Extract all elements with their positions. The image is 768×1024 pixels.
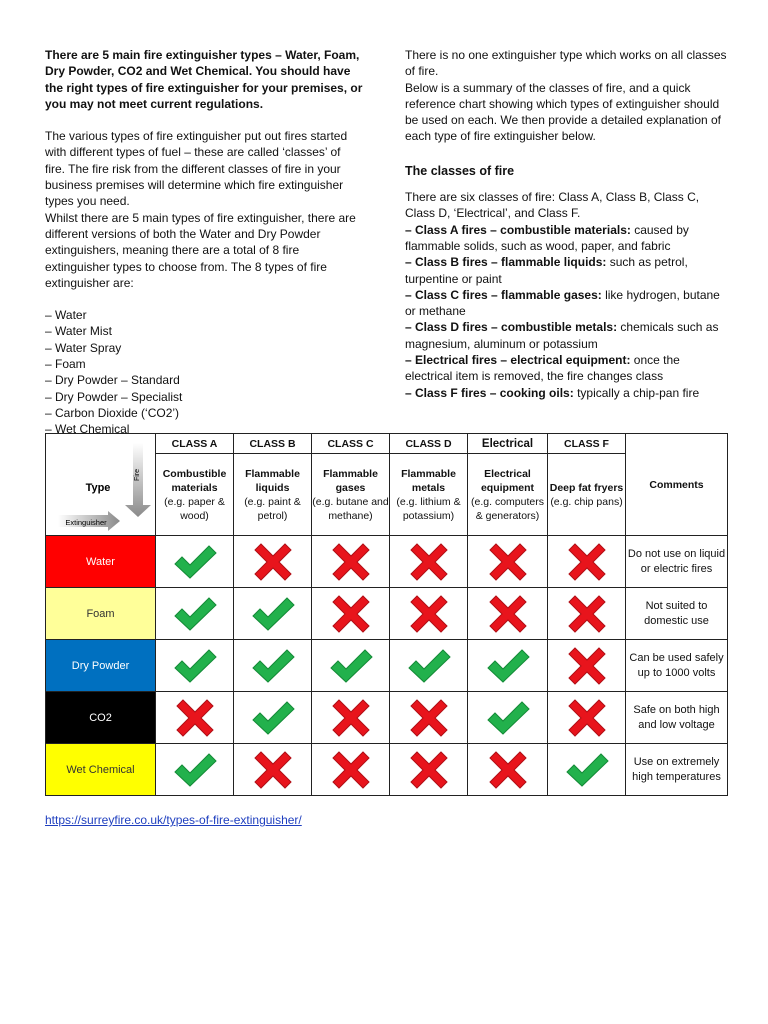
class-item-title: – Class D fires – combustible metals: [405, 320, 618, 335]
unsuitable-cell [390, 588, 468, 640]
suitable-cell [156, 744, 234, 796]
col-title: Flammable gases [323, 467, 378, 494]
class-item-desc: chemicals such as magnesium, aluminum or potassium [405, 320, 719, 351]
class-item-desc: typically a chip-pan fire [573, 385, 700, 400]
list-item: – Carbon Dioxide (‘CO2’) [45, 405, 180, 420]
cross-icon [489, 595, 527, 633]
class-item-desc: once the electrical item is removed, the fire changes class [405, 353, 680, 384]
source-link[interactable]: https://surreyfire.co.uk/types-of-fire-extinguisher/ [45, 813, 302, 827]
class-b-header: CLASS B [234, 434, 312, 454]
row-label: Wet Chemical [46, 744, 156, 796]
suitable-cell [468, 640, 548, 692]
col-example: (e.g. paint & petrol) [244, 495, 301, 522]
check-icon [251, 648, 295, 684]
list-item: – Wet Chemical [45, 422, 130, 437]
class-item-title: – Class B fires – flammable liquids: [405, 255, 607, 270]
suitable-cell [234, 588, 312, 640]
class-f-header: CLASS F [548, 434, 626, 454]
class-item-title: – Class F fires – cooking oils: [405, 385, 574, 400]
check-icon [173, 596, 217, 632]
row-comment: Safe on both high and low voltage [626, 692, 728, 744]
check-icon [565, 752, 609, 788]
cross-icon [332, 595, 370, 633]
cross-icon [410, 543, 448, 581]
unsuitable-cell [312, 692, 390, 744]
chart-rows [46, 536, 728, 796]
check-icon [173, 544, 217, 580]
class-item-desc: caused by flammable solids, such as wood, paper, and fabric [405, 222, 689, 253]
type-label: Type [85, 481, 111, 494]
electrical-header: Electrical [468, 434, 548, 454]
unsuitable-cell [312, 588, 390, 640]
electrical-desc [468, 454, 548, 536]
class-item-desc: like hydrogen, butane or methane [405, 287, 720, 319]
class-item [405, 254, 727, 287]
class-a-header: CLASS A [156, 434, 234, 454]
unsuitable-cell [156, 692, 234, 744]
cross-icon [489, 543, 527, 581]
class-c-header: CLASS C [312, 434, 390, 454]
suitable-cell [312, 640, 390, 692]
col-title: Electrical equipment [480, 467, 535, 494]
list-item: – Water [45, 308, 87, 323]
table-row [46, 588, 728, 640]
class-item-title: – Electrical fires – electrical equipment: [405, 353, 631, 368]
class-item [405, 222, 727, 255]
class-d-desc [390, 454, 468, 536]
unsuitable-cell [312, 536, 390, 588]
class-list [405, 222, 727, 401]
suitable-cell [468, 692, 548, 744]
no-single-type-paragraph: There is no one extinguisher type which works on all classes of fire. [405, 48, 727, 79]
unsuitable-cell [468, 536, 548, 588]
cross-icon [489, 751, 527, 789]
check-icon [486, 648, 530, 684]
suitable-cell [156, 588, 234, 640]
unsuitable-cell [548, 640, 626, 692]
class-item [405, 287, 727, 320]
col-title: Flammable metals [401, 467, 456, 494]
class-item-title: – Class C fires – flammable gases: [405, 287, 602, 302]
check-icon [173, 752, 217, 788]
cross-icon [332, 699, 370, 737]
row-comment: Do not use on liquid or electric fires [626, 536, 728, 588]
type-header-cell [46, 434, 156, 536]
check-icon [173, 648, 217, 684]
col-title: Combustible materials [162, 467, 227, 494]
unsuitable-cell [468, 744, 548, 796]
col-example: (e.g. butane and methane) [312, 495, 389, 522]
extinguisher-chart [45, 433, 728, 796]
type-header-graphic [46, 435, 155, 535]
cross-icon [254, 751, 292, 789]
types-paragraph: Whilst there are 5 main types of fire extinguisher, there are different versions of both the Water and Dry Powder extinguishers, meaning there are a total of 8 fire extinguisher types to choose from. The 8 types of fire extinguisher are: [45, 210, 356, 290]
col-example: (e.g. lithium & potassium) [396, 495, 461, 522]
cross-icon [568, 699, 606, 737]
row-comment: Not suited to domestic use [626, 588, 728, 640]
col-example: (e.g. computers & generators) [471, 495, 544, 522]
class-d-header: CLASS D [390, 434, 468, 454]
row-comment: Can be used safely up to 1000 volts [626, 640, 728, 692]
extinguisher-label: Extinguisher [65, 517, 107, 527]
unsuitable-cell [390, 744, 468, 796]
cross-icon [410, 699, 448, 737]
col-title: Deep fat fryers [549, 481, 624, 494]
suitable-cell [156, 536, 234, 588]
class-item [405, 385, 727, 401]
table-row [46, 640, 728, 692]
classes-paragraph: The various types of fire extinguisher put out fires started with different types of fuel – these are called ‘classes’ of fire. The fire risk from the different classes of fire in your business premises will determine which fire extinguisher types you need. [45, 129, 348, 209]
check-icon [251, 700, 295, 736]
list-item: – Dry Powder – Specialist [45, 389, 183, 404]
suitable-cell [156, 640, 234, 692]
unsuitable-cell [390, 536, 468, 588]
classes-heading: The classes of fire [405, 163, 515, 178]
comments-header: Comments [626, 434, 728, 536]
check-icon [329, 648, 373, 684]
suitable-cell [234, 692, 312, 744]
unsuitable-cell [390, 692, 468, 744]
suitable-cell [548, 744, 626, 796]
row-comment: Use on extremely high temperatures [626, 744, 728, 796]
class-b-desc [234, 454, 312, 536]
row-label: Water [46, 536, 156, 588]
cross-icon [176, 699, 214, 737]
unsuitable-cell [548, 692, 626, 744]
check-icon [251, 596, 295, 632]
list-item: – Water Spray [45, 340, 122, 355]
suitable-cell [390, 640, 468, 692]
unsuitable-cell [548, 588, 626, 640]
class-f-desc [548, 454, 626, 536]
summary-paragraph: Below is a summary of the classes of fire, and a quick reference chart showing which types of extinguisher should be used on each. We then provide a detailed explanation of each type of fire extinguisher below. [405, 80, 722, 144]
cross-icon [568, 595, 606, 633]
list-item: – Foam [45, 357, 86, 372]
row-label: CO2 [46, 692, 156, 744]
cross-icon [568, 647, 606, 685]
class-c-desc [312, 454, 390, 536]
class-item-desc: such as petrol, turpentine or paint [405, 255, 688, 286]
cross-icon [254, 543, 292, 581]
unsuitable-cell [234, 744, 312, 796]
cross-icon [568, 543, 606, 581]
class-item-title: – Class A fires – combustible materials: [405, 222, 631, 237]
col-example: (e.g. paper & wood) [164, 495, 225, 522]
unsuitable-cell [548, 536, 626, 588]
unsuitable-cell [312, 744, 390, 796]
col-title: Flammable liquids [245, 467, 300, 494]
six-classes-paragraph: There are six classes of fire: Class A, Class B, Class C, Class D, ‘Electrical’, and Class F. [405, 190, 700, 221]
intro-paragraph: There are 5 main fire extinguisher types – Water, Foam, Dry Powder, CO2 and Wet Chemical. You should have the right types of fire extinguisher for your premises, or you may not meet current regulations. [45, 48, 363, 111]
list-item: – Water Mist [45, 324, 112, 339]
class-item [405, 319, 727, 352]
check-icon [486, 700, 530, 736]
list-item: – Dry Powder – Standard [45, 373, 180, 388]
table-row [46, 692, 728, 744]
cross-icon [410, 595, 448, 633]
unsuitable-cell [468, 588, 548, 640]
table-row [46, 744, 728, 796]
unsuitable-cell [234, 536, 312, 588]
cross-icon [410, 751, 448, 789]
table-row [46, 536, 728, 588]
left-column [45, 47, 363, 438]
right-column [405, 47, 727, 401]
row-label: Foam [46, 588, 156, 640]
extinguisher-types-list [45, 307, 363, 437]
check-icon [407, 648, 451, 684]
cross-icon [332, 751, 370, 789]
class-a-desc [156, 454, 234, 536]
cross-icon [332, 543, 370, 581]
col-example: (e.g. chip pans) [550, 495, 623, 508]
suitable-cell [234, 640, 312, 692]
class-item [405, 352, 727, 385]
fire-label: Fire [134, 468, 141, 481]
row-label: Dry Powder [46, 640, 156, 692]
